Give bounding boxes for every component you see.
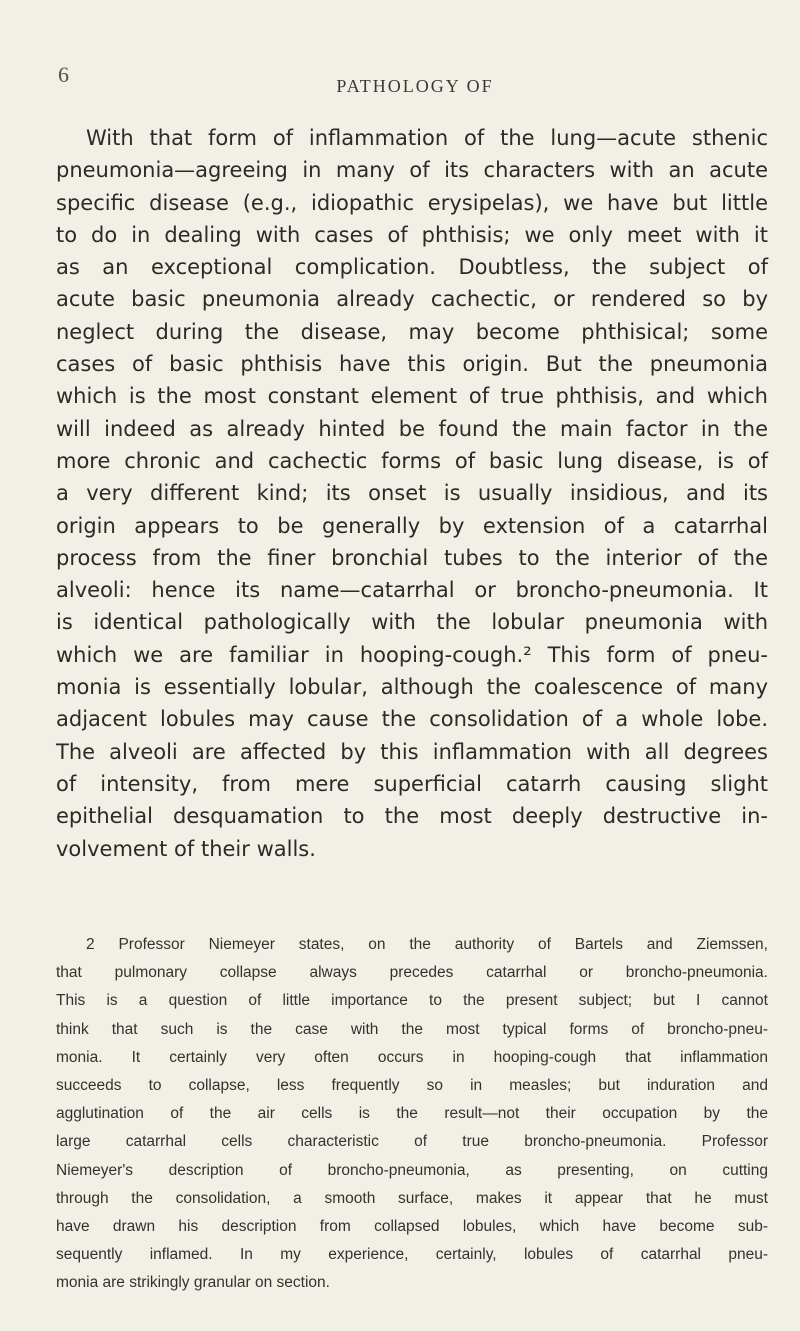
footnote-line: have drawn his description from collapsed lobules, which have become sub- <box>56 1217 768 1235</box>
footnote-line: large catarrhal cells characteristic of true broncho-pneumonia. Professor <box>56 1133 768 1151</box>
body-line: a very different kind; its onset is usually insidious, and its <box>56 481 768 506</box>
body-line: to do in dealing with cases of phthisis; we only meet with it <box>56 222 768 247</box>
body-paragraph <box>56 122 768 865</box>
body-line: neglect during the disease, may become phthisical; some <box>56 319 768 344</box>
body-line: pneumonia—agreeing in many of its characters with an acute <box>56 158 768 183</box>
body-line: With that form of inflammation of the lung—acute sthenic <box>86 126 768 150</box>
body-line: is identical pathologically with the lobular pneumonia with <box>56 610 768 635</box>
body-line: The alveoli are affected by this inflammation with all degrees <box>56 739 768 764</box>
running-head: PATHOLOGY OF <box>336 76 494 96</box>
body-line: alveoli: hence its name—catarrhal or broncho-pneumonia. It <box>56 578 768 603</box>
body-line: monia is essentially lobular, although the coalescence of many <box>56 675 768 700</box>
body-line: cases of basic phthisis have this origin. But the pneumonia <box>56 352 768 377</box>
body-line: as an exceptional complication. Doubtless, the subject of <box>56 255 768 280</box>
body-line: adjacent lobules may cause the consolidation of a whole lobe. <box>56 707 768 732</box>
footnote-line: 2 Professor Niemeyer states, on the authority of Bartels and Ziemssen, <box>86 936 768 953</box>
footnote-line: Niemeyer's description of broncho-pneumonia, as presenting, on cutting <box>56 1161 768 1179</box>
footnote-line: that pulmonary collapse always precedes catarrhal or broncho-pneumonia. <box>56 964 768 982</box>
body-line: will indeed as already hinted be found the main factor in the <box>56 416 768 441</box>
body-line: origin appears to be generally by extension of a catarrhal <box>56 513 768 538</box>
footnote-line: through the consolidation, a smooth surface, makes it appear that he must <box>56 1189 768 1207</box>
footnote-line: sequently inflamed. In my experience, certainly, lobules of catarrhal pneu- <box>56 1246 768 1264</box>
body-line: more chronic and cachectic forms of basic lung disease, is of <box>56 448 768 473</box>
body-line: of intensity, from mere superficial catarrh causing slight <box>56 771 768 796</box>
body-line: process from the finer bronchial tubes to the interior of the <box>56 545 768 570</box>
body-line: epithelial desquamation to the most deeply destructive in- <box>56 804 768 829</box>
body-line: which we are familiar in hooping-cough.² This form of pneu- <box>56 642 768 667</box>
body-line: specific disease (e.g., idiopathic erysipelas), we have but little <box>56 190 768 215</box>
footnote-line: think that such is the case with the most typical forms of broncho-pneu- <box>56 1020 768 1038</box>
footnote-line: This is a question of little importance to the present subject; but I cannot <box>56 992 768 1010</box>
footnote-line: monia are strikingly granular on section. <box>56 1274 330 1292</box>
body-line: acute basic pneumonia already cachectic, or rendered so by <box>56 287 768 312</box>
footnote-line: succeeds to collapse, less frequently so in measles; but induration and <box>56 1076 768 1094</box>
page-number: 6 <box>58 62 69 87</box>
body-line: which is the most constant element of true phthisis, and which <box>56 384 768 409</box>
body-line: volvement of their walls. <box>56 836 316 861</box>
footnote-line: monia. It certainly very often occurs in hooping-cough that inflammation <box>56 1048 768 1066</box>
footnote <box>56 931 768 1297</box>
footnote-line: agglutination of the air cells is the result—not their occupation by the <box>56 1105 768 1123</box>
